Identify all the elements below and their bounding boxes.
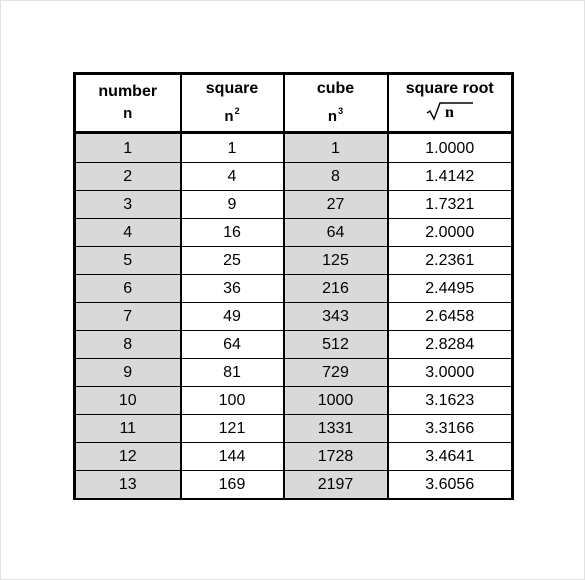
cell-square-root: 2.0000 [388,219,513,247]
cell-square: 1 [181,133,284,163]
header-square [181,74,284,133]
cell-cube: 1 [284,133,388,163]
cell-number: 1 [75,133,181,163]
cell-cube: 1728 [284,443,388,471]
cell-square: 100 [181,387,284,415]
cell-square: 9 [181,191,284,219]
table-row [75,163,513,191]
math-table [73,72,514,500]
table-row [75,133,513,163]
cell-number: 6 [75,275,181,303]
table-row [75,415,513,443]
radicand: n [444,104,454,121]
cell-number: 7 [75,303,181,331]
table-row [75,219,513,247]
cell-number: 5 [75,247,181,275]
cell-square-root: 3.6056 [388,471,513,500]
radical-icon [426,101,474,121]
cell-square-root: 3.4641 [388,443,513,471]
cell-square-root: 1.4142 [388,163,513,191]
cell-square-root: 3.3166 [388,415,513,443]
header-number [75,74,181,133]
cell-number: 12 [75,443,181,471]
cell-square-root: 2.2361 [388,247,513,275]
table-row [75,471,513,500]
table-row [75,359,513,387]
superscript-2: 2 [234,106,240,116]
cell-square: 121 [181,415,284,443]
cell-square: 81 [181,359,284,387]
cell-number: 13 [75,471,181,500]
table-row [75,303,513,331]
superscript-3: 3 [338,106,344,116]
cell-cube: 1000 [284,387,388,415]
cell-square-root: 2.4495 [388,275,513,303]
cell-cube: 729 [284,359,388,387]
cell-square: 25 [181,247,284,275]
header-square-root [388,74,513,133]
header-square-var: $n^2$ [224,106,240,125]
table-row [75,443,513,471]
powers-roots-table [73,72,511,500]
header-square-root-label: square root [405,80,494,97]
cell-cube: 125 [284,247,388,275]
cell-number: 9 [75,359,181,387]
cell-square: 49 [181,303,284,331]
table-body [75,133,513,500]
cell-square-root: 2.8284 [388,331,513,359]
cell-square-root: 3.0000 [388,359,513,387]
header-cube-var: $n^3$ [327,106,344,125]
header-square-label: square [205,80,259,97]
table-row [75,191,513,219]
header-number-var: n [123,105,133,122]
header-number-label: number [98,83,158,100]
cell-cube: 343 [284,303,388,331]
cell-square-root: 1.0000 [388,133,513,163]
cell-square: 36 [181,275,284,303]
header-row [75,74,513,133]
cell-number: 2 [75,163,181,191]
cell-cube: 64 [284,219,388,247]
cell-square: 64 [181,331,284,359]
table-row [75,331,513,359]
cell-number: 3 [75,191,181,219]
cell-square-root: 3.1623 [388,387,513,415]
cell-square: 16 [181,219,284,247]
cell-number: 8 [75,331,181,359]
radical-symbol [426,101,474,121]
table-row [75,275,513,303]
cell-number: 11 [75,415,181,443]
header-cube-label: cube [316,80,355,97]
cell-cube: 216 [284,275,388,303]
cell-cube: 1331 [284,415,388,443]
cell-square: 4 [181,163,284,191]
table-row [75,247,513,275]
cell-cube: 512 [284,331,388,359]
table-row [75,387,513,415]
cell-cube: 27 [284,191,388,219]
header-cube [284,74,388,133]
cell-cube: 8 [284,163,388,191]
cell-square: 144 [181,443,284,471]
cell-square: 169 [181,471,284,500]
cell-square-root: 2.6458 [388,303,513,331]
cell-square-root: 1.7321 [388,191,513,219]
cell-number: 10 [75,387,181,415]
cell-cube: 2197 [284,471,388,500]
cell-number: 4 [75,219,181,247]
